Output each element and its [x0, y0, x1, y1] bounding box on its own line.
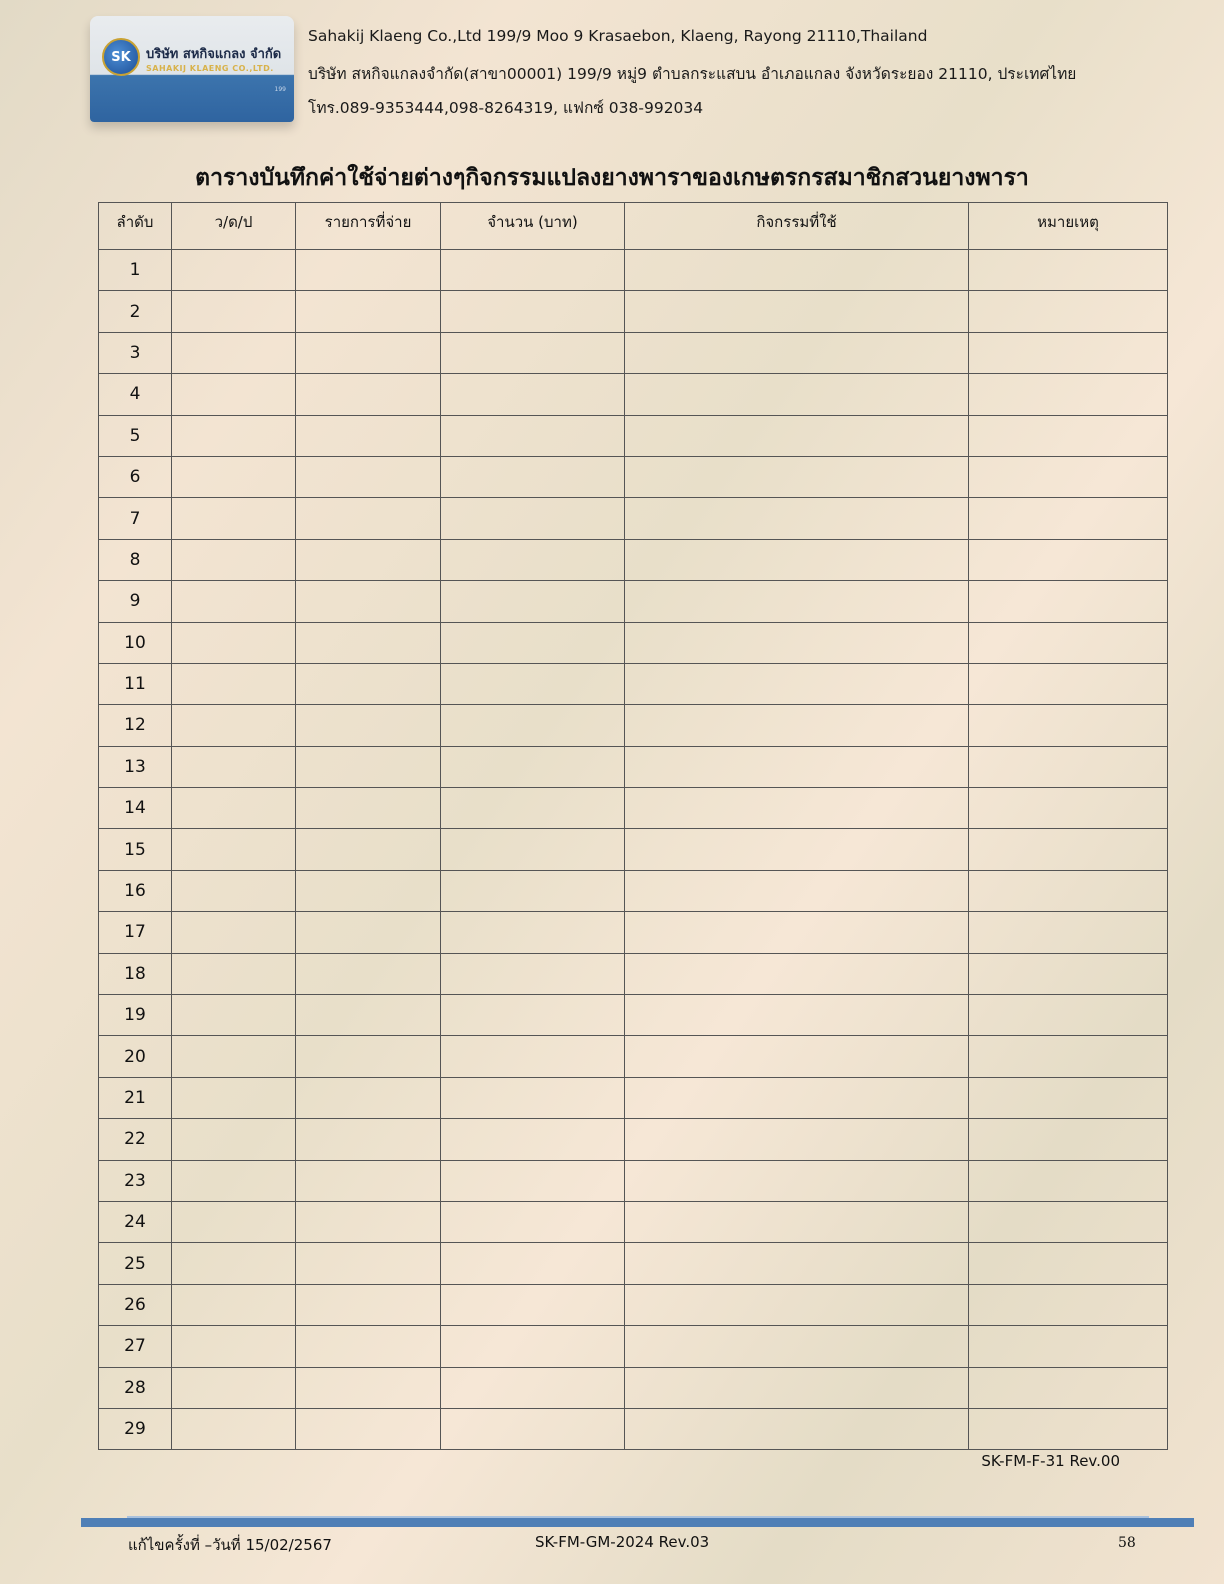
row-number: 6 [99, 456, 172, 497]
cell-item-paid[interactable] [296, 539, 441, 580]
cell-item-paid[interactable] [296, 415, 441, 456]
cell-date[interactable] [172, 1201, 296, 1242]
cell-activity[interactable] [625, 1077, 969, 1118]
header-col-order: ลำดับ [99, 203, 172, 250]
cell-amount[interactable] [441, 663, 625, 704]
row-number: 24 [99, 1201, 172, 1242]
table-row [99, 1284, 1168, 1325]
row-number: 16 [99, 870, 172, 911]
cell-remark[interactable] [969, 374, 1168, 415]
cell-activity[interactable] [625, 912, 969, 953]
cell-amount[interactable] [441, 1326, 625, 1367]
cell-item-paid[interactable] [296, 1201, 441, 1242]
cell-date[interactable] [172, 1284, 296, 1325]
cell-activity[interactable] [625, 829, 969, 870]
cell-amount[interactable] [441, 1077, 625, 1118]
cell-item-paid[interactable] [296, 788, 441, 829]
cell-remark[interactable] [969, 1326, 1168, 1367]
table-row [99, 829, 1168, 870]
row-number: 10 [99, 622, 172, 663]
row-number: 5 [99, 415, 172, 456]
cell-remark[interactable] [969, 663, 1168, 704]
table-row [99, 1201, 1168, 1242]
table-row [99, 539, 1168, 580]
cell-amount[interactable] [441, 498, 625, 539]
row-number: 4 [99, 374, 172, 415]
cell-remark[interactable] [969, 912, 1168, 953]
cell-date[interactable] [172, 746, 296, 787]
cell-activity[interactable] [625, 705, 969, 746]
cell-activity[interactable] [625, 539, 969, 580]
row-number: 17 [99, 912, 172, 953]
cell-date[interactable] [172, 912, 296, 953]
logo-thai-name: บริษัท สหกิจแกลง จำกัด [146, 47, 282, 62]
cell-date[interactable] [172, 1036, 296, 1077]
cell-remark[interactable] [969, 539, 1168, 580]
table-row [99, 953, 1168, 994]
cell-remark[interactable] [969, 1408, 1168, 1449]
header-col-activity: กิจกรรมที่ใช้ [625, 203, 969, 250]
cell-item-paid[interactable] [296, 829, 441, 870]
table-row [99, 912, 1168, 953]
cell-date[interactable] [172, 415, 296, 456]
cell-date[interactable] [172, 291, 296, 332]
table-row [99, 332, 1168, 373]
cell-activity[interactable] [625, 788, 969, 829]
header-col-remark: หมายเหตุ [969, 203, 1168, 250]
cell-amount[interactable] [441, 1119, 625, 1160]
cell-amount[interactable] [441, 1160, 625, 1201]
table-row [99, 705, 1168, 746]
table-row [99, 291, 1168, 332]
cell-date[interactable] [172, 1077, 296, 1118]
cell-remark[interactable] [969, 622, 1168, 663]
row-number: 25 [99, 1243, 172, 1284]
cell-amount[interactable] [441, 746, 625, 787]
cell-item-paid[interactable] [296, 1326, 441, 1367]
row-number: 9 [99, 581, 172, 622]
table-row [99, 1077, 1168, 1118]
cell-activity[interactable] [625, 581, 969, 622]
row-number: 27 [99, 1326, 172, 1367]
cell-item-paid[interactable] [296, 746, 441, 787]
cell-item-paid[interactable] [296, 705, 441, 746]
cell-amount[interactable] [441, 291, 625, 332]
cell-item-paid[interactable] [296, 953, 441, 994]
cell-amount[interactable] [441, 1201, 625, 1242]
cell-amount[interactable] [441, 1243, 625, 1284]
table-row [99, 663, 1168, 704]
cell-amount[interactable] [441, 995, 625, 1036]
table-row [99, 415, 1168, 456]
cell-activity[interactable] [625, 746, 969, 787]
cell-date[interactable] [172, 1326, 296, 1367]
cell-activity[interactable] [625, 415, 969, 456]
expense-table [98, 202, 1168, 1450]
row-number: 29 [99, 1408, 172, 1449]
cell-date[interactable] [172, 953, 296, 994]
row-number: 3 [99, 332, 172, 373]
cell-item-paid[interactable] [296, 498, 441, 539]
header-col-item-paid: รายการที่จ่าย [296, 203, 441, 250]
cell-item-paid[interactable] [296, 1367, 441, 1408]
cell-date[interactable] [172, 995, 296, 1036]
cell-amount[interactable] [441, 456, 625, 497]
page-title: ตารางบันทึกค่าใช้จ่ายต่างๆกิจกรรมแปลงยางพาราของเกษตรกรสมาชิกสวนยางพารา [195, 165, 1029, 191]
cell-item-paid[interactable] [296, 1284, 441, 1325]
cell-activity[interactable] [625, 1326, 969, 1367]
cell-item-paid[interactable] [296, 332, 441, 373]
table-row [99, 746, 1168, 787]
cell-activity[interactable] [625, 498, 969, 539]
cell-remark[interactable] [969, 581, 1168, 622]
table-row [99, 374, 1168, 415]
row-number: 22 [99, 1119, 172, 1160]
cell-remark[interactable] [969, 291, 1168, 332]
header-col-amount: จำนวน (บาท) [441, 203, 625, 250]
cell-remark[interactable] [969, 788, 1168, 829]
cell-date[interactable] [172, 1367, 296, 1408]
footer-doc-code: SK-FM-GM-2024 Rev.03 [535, 1533, 710, 1551]
table-header-row [99, 203, 1168, 250]
cell-remark[interactable] [969, 456, 1168, 497]
cell-date[interactable] [172, 1243, 296, 1284]
cell-item-paid[interactable] [296, 912, 441, 953]
cell-remark[interactable] [969, 1284, 1168, 1325]
cell-remark[interactable] [969, 1243, 1168, 1284]
cell-date[interactable] [172, 870, 296, 911]
cell-date[interactable] [172, 1160, 296, 1201]
row-number: 7 [99, 498, 172, 539]
table-row [99, 1408, 1168, 1449]
row-number: 14 [99, 788, 172, 829]
cell-date[interactable] [172, 374, 296, 415]
cell-date[interactable] [172, 829, 296, 870]
table-row [99, 1119, 1168, 1160]
cell-amount[interactable] [441, 415, 625, 456]
cell-activity[interactable] [625, 1284, 969, 1325]
cell-activity[interactable] [625, 1036, 969, 1077]
cell-amount[interactable] [441, 788, 625, 829]
cell-item-paid[interactable] [296, 581, 441, 622]
logo-english-name: SAHAKIJ KLAENG CO.,LTD. [146, 64, 274, 73]
row-number: 8 [99, 539, 172, 580]
cell-remark[interactable] [969, 1367, 1168, 1408]
cell-item-paid[interactable] [296, 1036, 441, 1077]
cell-amount[interactable] [441, 332, 625, 373]
cell-activity[interactable] [625, 250, 969, 291]
cell-amount[interactable] [441, 539, 625, 580]
cell-amount[interactable] [441, 374, 625, 415]
cell-item-paid[interactable] [296, 1243, 441, 1284]
cell-activity[interactable] [625, 870, 969, 911]
cell-remark[interactable] [969, 953, 1168, 994]
cell-amount[interactable] [441, 250, 625, 291]
cell-activity[interactable] [625, 1201, 969, 1242]
row-number: 15 [99, 829, 172, 870]
cell-date[interactable] [172, 498, 296, 539]
table-row [99, 456, 1168, 497]
cell-date[interactable] [172, 456, 296, 497]
cell-amount[interactable] [441, 622, 625, 663]
cell-item-paid[interactable] [296, 622, 441, 663]
cell-amount[interactable] [441, 1284, 625, 1325]
cell-remark[interactable] [969, 995, 1168, 1036]
cell-activity[interactable] [625, 1160, 969, 1201]
cell-amount[interactable] [441, 1367, 625, 1408]
cell-activity[interactable] [625, 1119, 969, 1160]
cell-activity[interactable] [625, 1408, 969, 1449]
row-number: 11 [99, 663, 172, 704]
header-address-en: Sahakij Klaeng Co.,Ltd 199/9 Moo 9 Krasaebon, Klaeng, Rayong 21110,Thailand [308, 27, 928, 45]
row-number: 23 [99, 1160, 172, 1201]
cell-remark[interactable] [969, 250, 1168, 291]
cell-activity[interactable] [625, 953, 969, 994]
cell-activity[interactable] [625, 622, 969, 663]
cell-activity[interactable] [625, 456, 969, 497]
cell-amount[interactable] [441, 870, 625, 911]
cell-item-paid[interactable] [296, 1408, 441, 1449]
company-logo [90, 16, 294, 122]
cell-remark[interactable] [969, 746, 1168, 787]
header-phone: โทร.089-9353444,098-8264319, แฟกซ์ 038-992034 [308, 99, 704, 117]
cell-date[interactable] [172, 1119, 296, 1160]
footer-revision: แก้ไขครั้งที่ –วันที่ 15/02/2567 [128, 1536, 332, 1554]
cell-date[interactable] [172, 663, 296, 704]
cell-item-paid[interactable] [296, 456, 441, 497]
row-number: 21 [99, 1077, 172, 1118]
row-number: 28 [99, 1367, 172, 1408]
table-row [99, 788, 1168, 829]
table-row [99, 622, 1168, 663]
cell-activity[interactable] [625, 332, 969, 373]
cell-activity[interactable] [625, 1243, 969, 1284]
cell-activity[interactable] [625, 374, 969, 415]
cell-date[interactable] [172, 250, 296, 291]
cell-activity[interactable] [625, 291, 969, 332]
footer-rule [81, 1518, 1194, 1527]
cell-activity[interactable] [625, 995, 969, 1036]
cell-date[interactable] [172, 705, 296, 746]
cell-amount[interactable] [441, 581, 625, 622]
cell-amount[interactable] [441, 1036, 625, 1077]
cell-date[interactable] [172, 622, 296, 663]
table-row [99, 1367, 1168, 1408]
cell-amount[interactable] [441, 829, 625, 870]
cell-remark[interactable] [969, 1119, 1168, 1160]
cell-remark[interactable] [969, 1160, 1168, 1201]
page-number: 58 [1118, 1535, 1136, 1551]
table-row [99, 1160, 1168, 1201]
row-number: 12 [99, 705, 172, 746]
cell-remark[interactable] [969, 332, 1168, 373]
cell-remark[interactable] [969, 705, 1168, 746]
row-number: 13 [99, 746, 172, 787]
cell-amount[interactable] [441, 953, 625, 994]
cell-item-paid[interactable] [296, 870, 441, 911]
cell-item-paid[interactable] [296, 291, 441, 332]
row-number: 26 [99, 1284, 172, 1325]
logo-number: 199 [274, 86, 286, 93]
cell-remark[interactable] [969, 1201, 1168, 1242]
cell-item-paid[interactable] [296, 995, 441, 1036]
table-body [99, 250, 1168, 1450]
cell-amount[interactable] [441, 1408, 625, 1449]
table-row [99, 250, 1168, 291]
row-number: 18 [99, 953, 172, 994]
cell-activity[interactable] [625, 1367, 969, 1408]
cell-amount[interactable] [441, 912, 625, 953]
row-number: 20 [99, 1036, 172, 1077]
form-code: SK-FM-F-31 Rev.00 [981, 1452, 1120, 1470]
row-number: 19 [99, 995, 172, 1036]
cell-amount[interactable] [441, 705, 625, 746]
cell-activity[interactable] [625, 663, 969, 704]
table-row [99, 1243, 1168, 1284]
cell-remark[interactable] [969, 1036, 1168, 1077]
cell-item-paid[interactable] [296, 1160, 441, 1201]
table-row [99, 1036, 1168, 1077]
table-row [99, 995, 1168, 1036]
table-row [99, 498, 1168, 539]
cell-date[interactable] [172, 788, 296, 829]
sk-logo-mark: SK [102, 38, 140, 76]
cell-remark[interactable] [969, 829, 1168, 870]
row-number: 1 [99, 250, 172, 291]
header-col-date: ว/ด/ป [172, 203, 296, 250]
cell-date[interactable] [172, 581, 296, 622]
cell-remark[interactable] [969, 1077, 1168, 1118]
cell-remark[interactable] [969, 498, 1168, 539]
table-row [99, 870, 1168, 911]
cell-item-paid[interactable] [296, 1119, 441, 1160]
table-row [99, 1326, 1168, 1367]
cell-remark[interactable] [969, 870, 1168, 911]
cell-item-paid[interactable] [296, 374, 441, 415]
cell-item-paid[interactable] [296, 250, 441, 291]
row-number: 2 [99, 291, 172, 332]
cell-remark[interactable] [969, 415, 1168, 456]
cell-item-paid[interactable] [296, 663, 441, 704]
header-address-th: บริษัท สหกิจแกลงจำกัด(สาขา00001) 199/9 หมู่9 ตำบลกระแสบน อำเภอแกลง จังหวัดระยอง 21110, ประเทศไทย [308, 65, 1077, 83]
table-row [99, 581, 1168, 622]
cell-date[interactable] [172, 332, 296, 373]
cell-date[interactable] [172, 539, 296, 580]
cell-date[interactable] [172, 1408, 296, 1449]
cell-item-paid[interactable] [296, 1077, 441, 1118]
